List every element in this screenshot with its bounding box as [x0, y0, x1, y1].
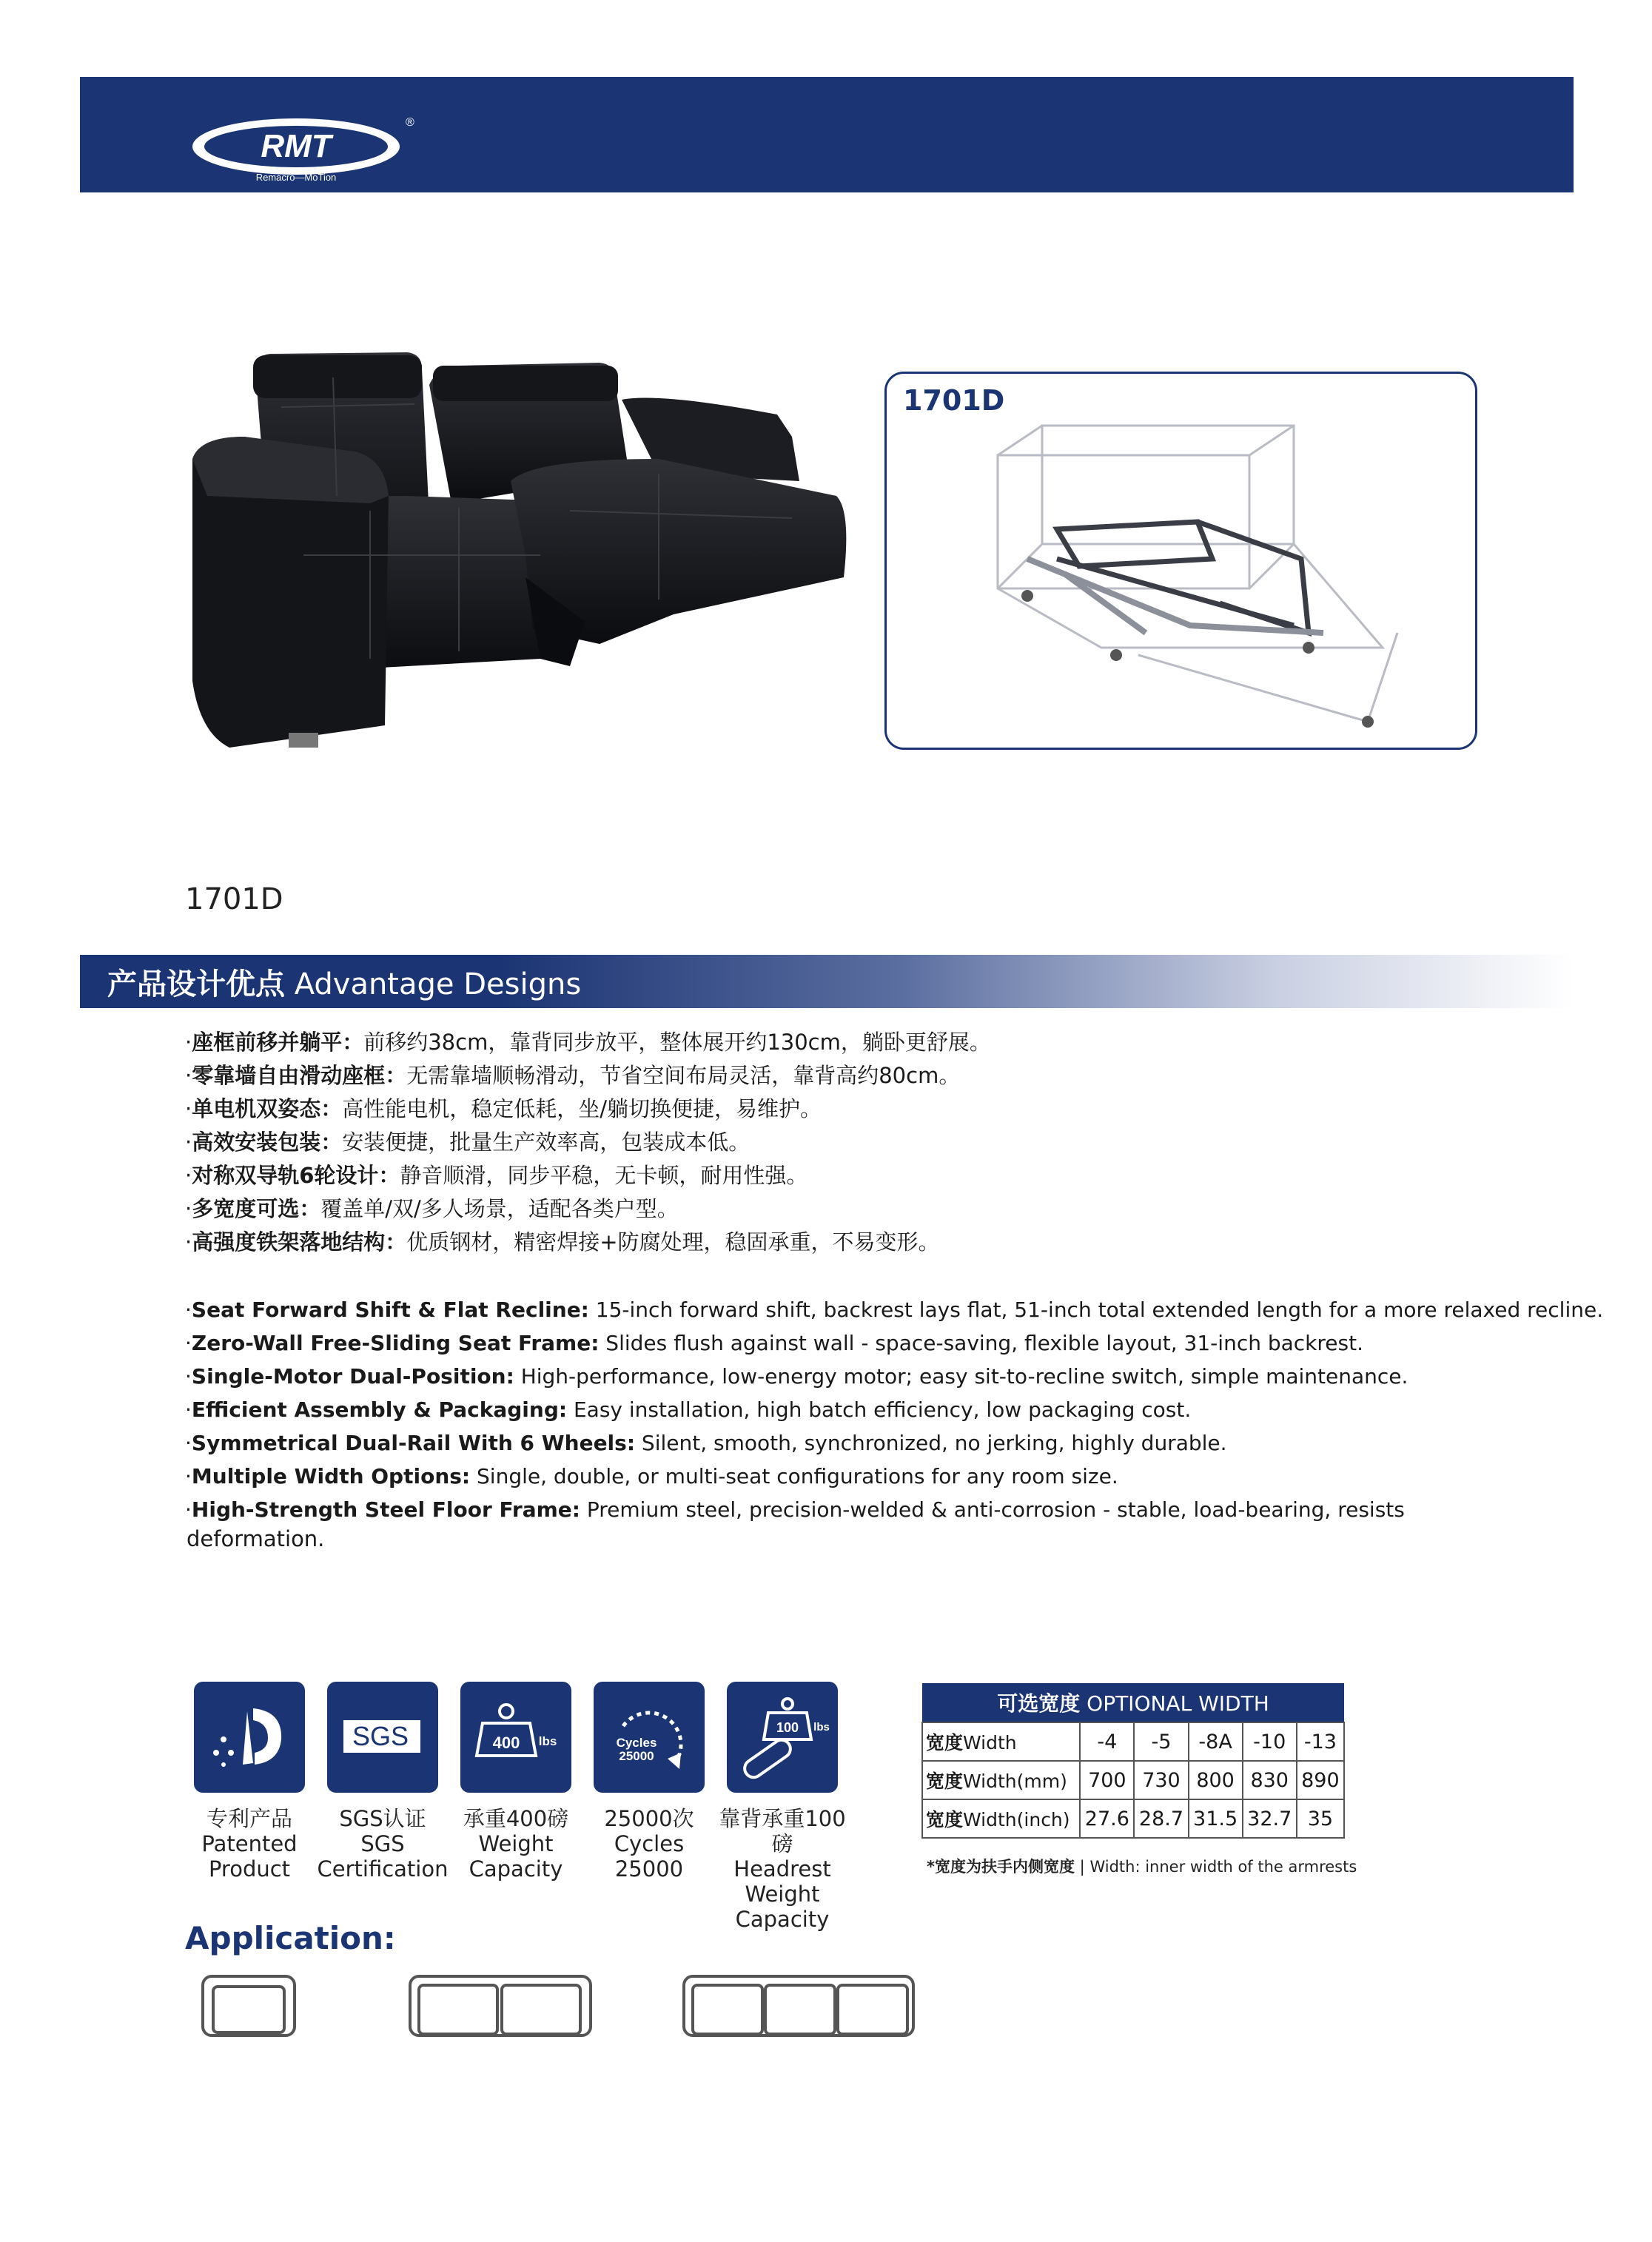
table-row: 宽度Width(inch) 27.6 28.7 31.5 32.7 35 — [922, 1799, 1344, 1838]
brand-logo — [185, 110, 419, 184]
patent-icon — [194, 1682, 305, 1793]
cn-advantage-item: ·单电机双姿态：高性能电机，稳定低耗，坐/躺切换便捷，易维护。 — [185, 1096, 822, 1121]
feature-weight-capacity: 400 lbs 承重400磅 Weight Capacity — [460, 1682, 571, 1882]
advantage-title-cn: 产品设计优点 — [107, 967, 285, 1001]
cycles-icon — [594, 1682, 705, 1793]
svg-text:lbs: lbs — [538, 1734, 557, 1748]
width-table-note: *宽度为扶手内侧宽度 | Width: inner width of the armrests — [927, 1858, 1357, 1876]
model-label: 1701D — [185, 882, 283, 916]
sofa-product-photo — [185, 333, 851, 762]
cn-advantage-item: ·零靠墙自由滑动座框：无需靠墙顺畅滑动，节省空间布局灵活，靠背高约80cm。 — [185, 1063, 961, 1088]
cn-advantage-item: ·高效安装包装：安装便捷，批量生产效率高，包装成本低。 — [185, 1130, 751, 1155]
en-advantage-item: ·Symmetrical Dual-Rail With 6 Wheels: Silent, smooth, synchronized, no jerking, highly durable. — [185, 1431, 1227, 1455]
svg-text:25000: 25000 — [619, 1749, 654, 1763]
svg-text:®: ® — [406, 116, 414, 129]
sgs-icon — [327, 1682, 438, 1793]
svg-text:400: 400 — [492, 1733, 520, 1752]
cn-advantage-item: ·座框前移并躺平：前移约38cm，靠背同步放平，整体展开约130cm，躺卧更舒展。 — [185, 1030, 991, 1055]
feature-headrest-weight: 100 lbs 靠背承重100磅 Headrest Weight Capacity — [727, 1682, 838, 1932]
en-advantage-item: ·Efficient Assembly & Packaging: Easy installation, high batch efficiency, low packaging cost. — [185, 1397, 1192, 1422]
cn-advantage-item: ·多宽度可选：覆盖单/双/多人场景，适配各类户型。 — [185, 1196, 679, 1221]
feature-cycles: Cycles 25000 25000次 Cycles 25000 — [594, 1682, 705, 1882]
single-seat-icon — [203, 1976, 295, 2035]
en-advantage-item: ·Seat Forward Shift & Flat Recline: 15-inch forward shift, backrest lays flat, 51-inch total extended length for a more relaxed recline. — [185, 1298, 1604, 1322]
feature-patented: 专利产品 Patented Product — [194, 1682, 305, 1882]
width-table-title: 可选宽度 OPTIONAL WIDTH — [922, 1683, 1344, 1722]
cn-advantage-item: ·对称双导轨6轮设计：静音顺滑，同步平稳，无卡顿，耐用性强。 — [185, 1163, 808, 1188]
optional-width-table — [921, 1683, 1345, 1839]
svg-text:lbs: lbs — [813, 1721, 830, 1733]
frame-panel-title: 1701D — [903, 384, 1005, 417]
advantage-title-en: Advantage Designs — [294, 967, 582, 1001]
application-seat-layouts — [200, 1969, 940, 2080]
feature-sgs: SGS SGS认证 SGS Certification — [327, 1682, 438, 1882]
mechanism-frame-drawing — [953, 411, 1427, 736]
en-advantage-item: ·Single-Motor Dual-Position: High-performance, low-energy motor; easy sit-to-recline switch, simple maintenance. — [185, 1364, 1408, 1389]
en-advantage-continuation: deformation. — [187, 1526, 325, 1551]
weight-400-icon — [460, 1682, 571, 1793]
advantage-title — [107, 961, 581, 1003]
header-banner — [80, 77, 1574, 192]
mechanism-frame-panel — [884, 372, 1477, 750]
svg-text:Remacro—MoTion: Remacro—MoTion — [255, 172, 337, 183]
svg-text:100: 100 — [776, 1720, 799, 1735]
double-seat-icon — [410, 1976, 591, 2035]
svg-text:RMT: RMT — [261, 128, 332, 164]
headrest-weight-icon — [727, 1682, 838, 1793]
svg-text:SGS: SGS — [352, 1721, 409, 1751]
svg-text:Cycles: Cycles — [616, 1736, 657, 1750]
en-advantage-item: ·Zero-Wall Free-Sliding Seat Frame: Slides flush against wall - space-saving, flexible layout, 31-inch backrest. — [185, 1331, 1363, 1355]
en-advantage-item: ·High-Strength Steel Floor Frame: Premium steel, precision-welded & anti-corrosion - stable, load-bearing, resists — [185, 1497, 1405, 1522]
table-row: 宽度Width -4 -5 -8A -10 -13 — [922, 1722, 1344, 1761]
table-row: 宽度Width(mm) 700 730 800 830 890 — [922, 1761, 1344, 1799]
cn-advantage-item: ·高强度铁架落地结构：优质钢材，精密焊接+防腐处理，稳固承重，不易变形。 — [185, 1229, 940, 1255]
en-advantage-item: ·Multiple Width Options: Single, double, or multi-seat configurations for any room size. — [185, 1464, 1118, 1488]
application-title: Application: — [185, 1920, 396, 1956]
triple-seat-icon — [684, 1976, 913, 2035]
